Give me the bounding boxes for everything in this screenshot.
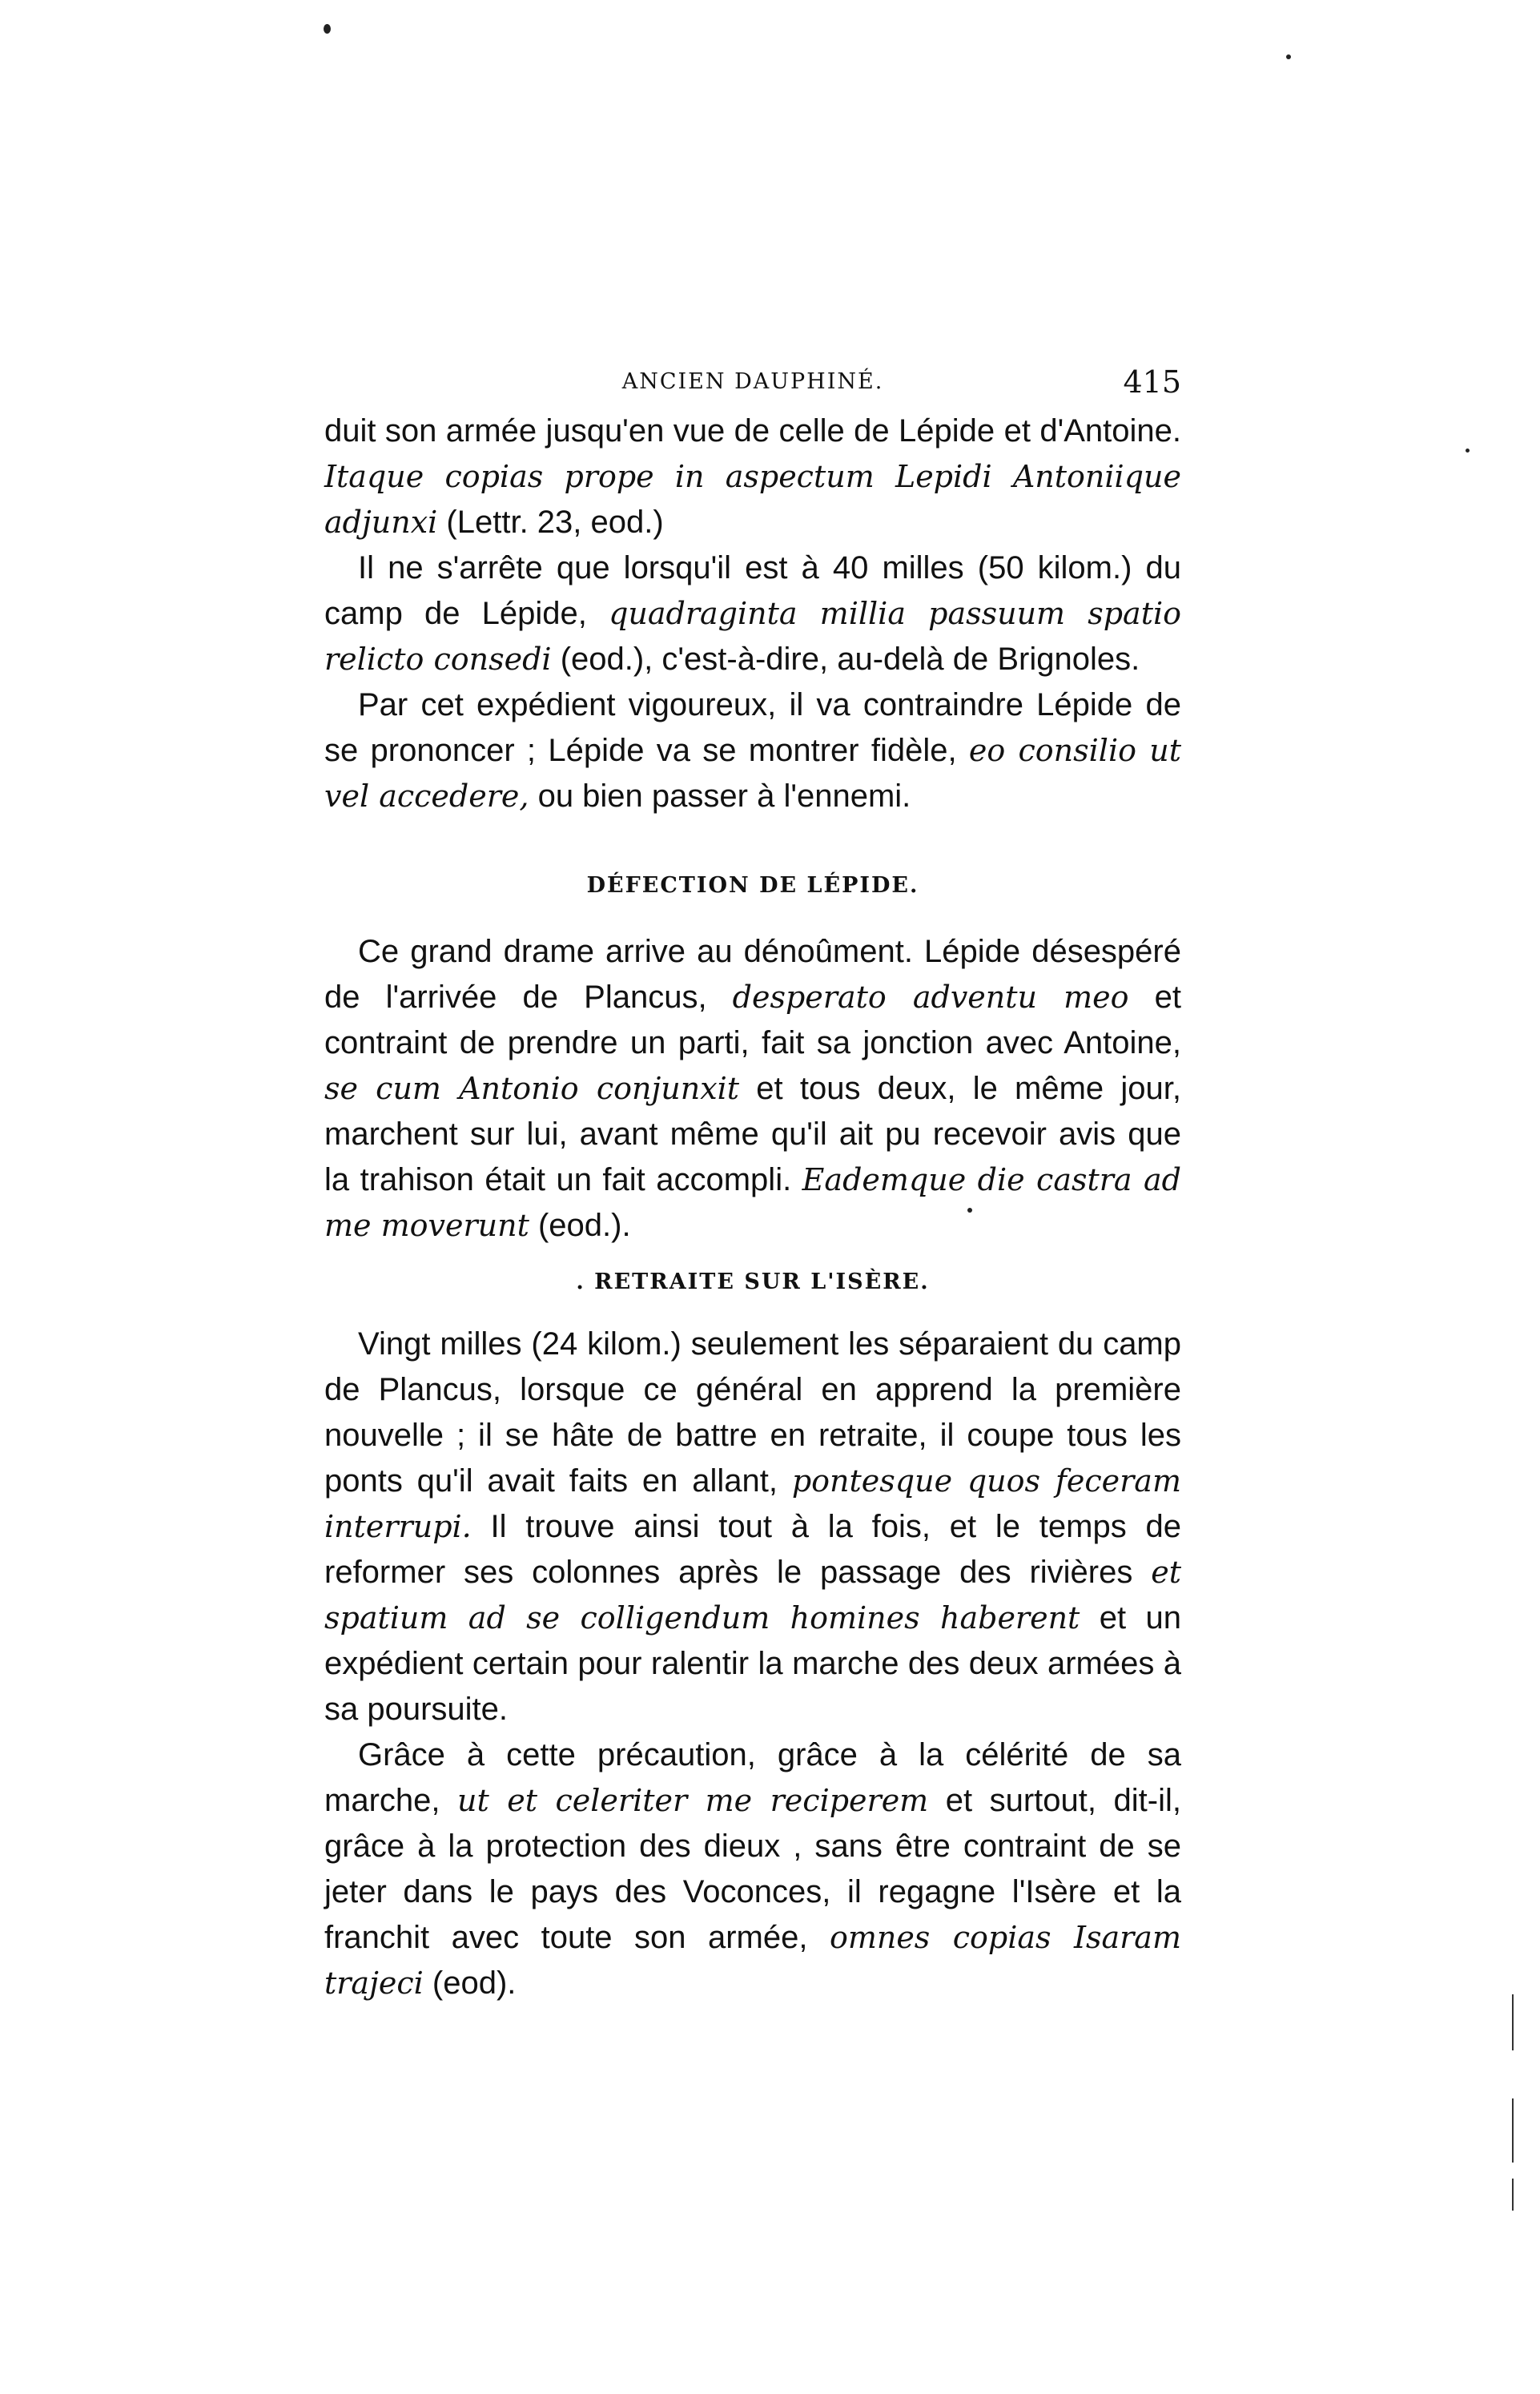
latin-quote: desperato adventu meo <box>732 980 1129 1015</box>
paragraph <box>324 929 1181 1249</box>
paragraph <box>324 545 1181 682</box>
scan-speck <box>1466 449 1470 453</box>
text-block-2 <box>324 929 1181 1249</box>
scan-speck <box>324 24 331 34</box>
text-run: Vingt milles (24 kilom.) seulement les séparaient du camp de Plancus, lorsque ce général en apprend la première nouvelle ; il se hâte de battre en retraite, il coupe tous les ponts qu'il avait faits en allant, <box>324 1326 1181 1499</box>
section-heading: . RETRAITE SUR L'ISÈRE. <box>576 1269 930 1294</box>
scan-edge-mark <box>1512 2098 1514 2163</box>
text-run: ou bien passer à l'ennemi. <box>529 779 911 814</box>
text-run: (eod.). <box>529 1208 631 1243</box>
text-run: duit son armée jusqu'en vue de celle de Lépide et d'Antoine. <box>324 413 1181 449</box>
section-heading: DÉFECTION DE LÉPIDE. <box>586 873 919 898</box>
paragraph <box>324 408 1181 545</box>
text-run: et un expédient certain pour ralentir la marche des deux armées à sa poursuite. <box>324 1600 1182 1727</box>
running-title: ANCIEN DAUPHINÉ. <box>621 369 884 394</box>
page-number: 415 <box>1123 364 1181 400</box>
text-run: (eod.), c'est-à-dire, au-delà de Brignoles. <box>551 642 1140 677</box>
text-run: et surtout, dit-il, grâce à la protection des dieux , sans être contraint de se jeter dans le pays des Voconces, il regagne l'Isère et la franchit avec toute son armée, <box>324 1783 1181 1955</box>
latin-quote: eo consilio ut vel accedere, <box>324 733 1181 814</box>
text-run: et contraint de prendre un parti, fait sa jonction avec Antoine, <box>324 980 1181 1060</box>
text-run: et tous deux, le même jour, marchent sur lui, avant même qu'il ait pu recevoir avis que la trahison était un fait accompli. <box>324 1071 1181 1197</box>
text-run: Ce grand drame arrive au dénoûment. Lépide désespéré de l'arrivée de Plancus, <box>324 934 1181 1015</box>
latin-quote: quadraginta millia passuum spatio relicto consedi <box>324 596 1182 677</box>
latin-quote: se cum Antonio conjunxit <box>324 1071 740 1106</box>
scan-edge-mark <box>1512 1994 1514 2050</box>
text-block-1 <box>324 408 1181 819</box>
paragraph <box>324 1732 1181 2006</box>
latin-quote: omnes copias Isaram trajeci <box>324 1920 1181 2001</box>
paragraph <box>324 682 1181 819</box>
text-run: Il ne s'arrête que lorsqu'il est à 40 milles (50 kilom.) du camp de Lépide, <box>324 550 1181 631</box>
scan-speck <box>1286 54 1291 59</box>
latin-quote: Itaque copias prope in aspectum Lepidi Antoniique adjunxi <box>324 459 1181 540</box>
paragraph <box>324 1322 1181 1732</box>
latin-quote: pontesque quos feceram interrupi. <box>324 1463 1181 1544</box>
text-run: Par cet expédient vigoureux, il va contraindre Lépide de se prononcer ; Lépide va se montrer fidèle, <box>324 687 1181 768</box>
page-header <box>324 364 1181 404</box>
latin-quote: ut et celeriter me reciperem <box>457 1783 929 1818</box>
latin-quote: Eademque die castra ad me moverunt <box>324 1162 1181 1243</box>
text-run: (eod). <box>423 1965 517 2001</box>
text-block-3 <box>324 1322 1181 2006</box>
text-run: Grâce à cette précaution, grâce à la célérité de sa marche, <box>324 1737 1181 1818</box>
scan-edge-mark <box>1512 2179 1514 2211</box>
text-run: Il trouve ainsi tout à la fois, et le temps de reformer ses colonnes après le passage des rivières <box>324 1509 1181 1590</box>
text-run: (Lettr. 23, eod.) <box>437 505 664 540</box>
latin-quote: et spatium ad se colligendum homines haberent <box>324 1555 1181 1636</box>
